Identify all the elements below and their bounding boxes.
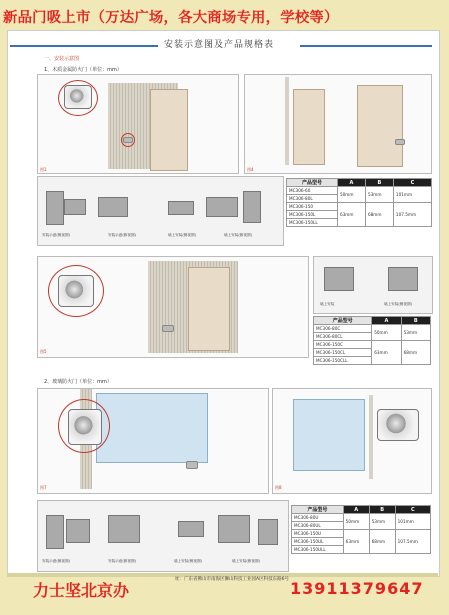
caption: 安装示意(俯视图) [108,233,136,237]
caption: 安装示意(侧视图) [42,559,70,563]
spec-table-1 [286,178,432,227]
wall-edge [285,77,289,165]
table-cell: 50mm [337,187,365,203]
caption: 墙上安装(侧视图) [168,233,196,237]
table-cell: MC306-150L [287,211,338,219]
table-cell: 101mm [393,187,431,203]
armature-plate [168,201,194,215]
detail-circle [48,265,104,317]
table-cell: MC306-80CL [314,333,372,341]
table-cell: 68mm [365,203,393,227]
figure-panel-5 [37,256,309,358]
company-address: 址：广东省佛山市南海区狮山科技工业园A区科技东路6号 [175,577,289,582]
glass-door-illustration [96,393,208,463]
door-illustration [188,267,230,351]
table-cell: 101mm [395,514,430,530]
caption: 墙上安装(侧视图) [384,302,412,306]
table-cell: 50mm [343,514,369,530]
magnet-body [98,197,128,217]
table-cell: MC306-150 [287,203,338,211]
table-cell: MC306-80C [314,325,372,333]
table-cell: MC306-150CLL [314,357,372,365]
technical-drawing-3 [37,500,289,572]
table-cell: MC306-150ULL [292,546,344,554]
figure-label: 图4 [247,167,254,172]
table-cell: MC306-150LL [287,219,338,227]
table-cell: MC306-80U [292,514,344,522]
caption: 安装示意(侧视图) [42,233,70,237]
promo-banner: 新品门吸上市（万达广场，各大商场专用，学校等） [3,10,339,26]
title-rule-left [10,45,158,47]
magnet-body [324,267,354,291]
detail-circle [58,399,110,453]
caption: 墙上安装(侧视图) [174,559,202,563]
door-holder-closeup [377,409,419,441]
table-cell: 63mm [343,530,369,554]
caption: 墙上安装(俯视图) [232,559,260,563]
table-cell: MC306-150CL [314,349,372,357]
spec-table-2 [313,316,431,365]
table-header: C [393,179,431,187]
table-cell: 107.5mm [393,203,431,227]
table-cell: 63mm [372,341,401,365]
technical-drawing-2 [313,256,433,314]
title-rule-right [300,45,432,47]
technical-drawing-1 [37,176,284,246]
table-cell: MC306-80L [287,195,338,203]
figure-label: 图8 [275,485,282,490]
subsection-label-wood: 1、木质金属防火门（单位：mm） [44,67,122,73]
figure-label: 图1 [40,167,47,172]
table-cell: MC306-150C [314,341,372,349]
spec-table-3 [291,505,431,554]
figure-panel-1 [37,74,239,174]
glass-door-illustration [293,399,365,471]
table-header: C [395,506,430,514]
table-cell: 68mm [369,530,395,554]
table-cell: 53mm [365,187,393,203]
caption: 墙上安装 [320,302,335,306]
document-title: 安装示意图及产品规格表 [164,40,275,50]
magnet-body [64,199,86,215]
table-cell: 53mm [401,325,430,341]
door-holder-unit [186,461,198,469]
door-illustration [357,85,403,167]
table-cell: MC306-150U [292,530,344,538]
figure-panel-8 [272,388,432,494]
table-header: 产品型号 [314,317,372,325]
table-header: B [369,506,395,514]
table-cell: 107.5mm [395,530,430,554]
table-cell: 68mm [401,341,430,365]
table-header: 产品型号 [287,179,338,187]
wall-bracket [258,519,278,545]
contact-phone: 13911379647 [290,579,424,598]
door-holder-unit [162,325,174,332]
table-cell: MC306-60 [287,187,338,195]
detail-circle [58,80,98,116]
door-illustration [293,89,325,165]
figure-panel-7 [37,388,269,494]
table-header: A [343,506,369,514]
table-cell: 63mm [337,203,365,227]
wall-bracket [46,191,64,225]
subsection-label-glass: 2、玻璃防火门（单位：mm） [44,379,112,385]
table-cell: MC306-80UL [292,522,344,530]
magnet-body [206,197,238,217]
wall-edge [369,395,373,479]
table-cell: 50mm [372,325,401,341]
table-header: A [337,179,365,187]
figure-label: 图7 [40,485,47,490]
table-header: B [365,179,393,187]
caption: 安装示意(俯视图) [108,559,136,563]
table-cell: MC306-150UL [292,538,344,546]
table-header: B [401,317,430,325]
wall-bracket [46,515,64,549]
wall-bracket [243,191,261,223]
office-name: 力士坚北京办 [33,581,130,600]
magnet-body [218,515,250,543]
door-illustration [150,89,188,171]
door-holder-unit [123,137,133,143]
table-header: A [372,317,401,325]
magnet-body [388,267,418,291]
table-header: 产品型号 [292,506,344,514]
magnet-body [66,519,90,543]
figure-label: 图5 [40,349,47,354]
section-label: 一、安装示意图 [44,56,80,62]
armature-plate [178,521,204,537]
magnet-body [108,515,140,543]
caption: 墙上安装(俯视图) [224,233,252,237]
door-holder-unit [395,139,405,145]
table-cell: 53mm [369,514,395,530]
figure-panel-4 [244,74,432,174]
